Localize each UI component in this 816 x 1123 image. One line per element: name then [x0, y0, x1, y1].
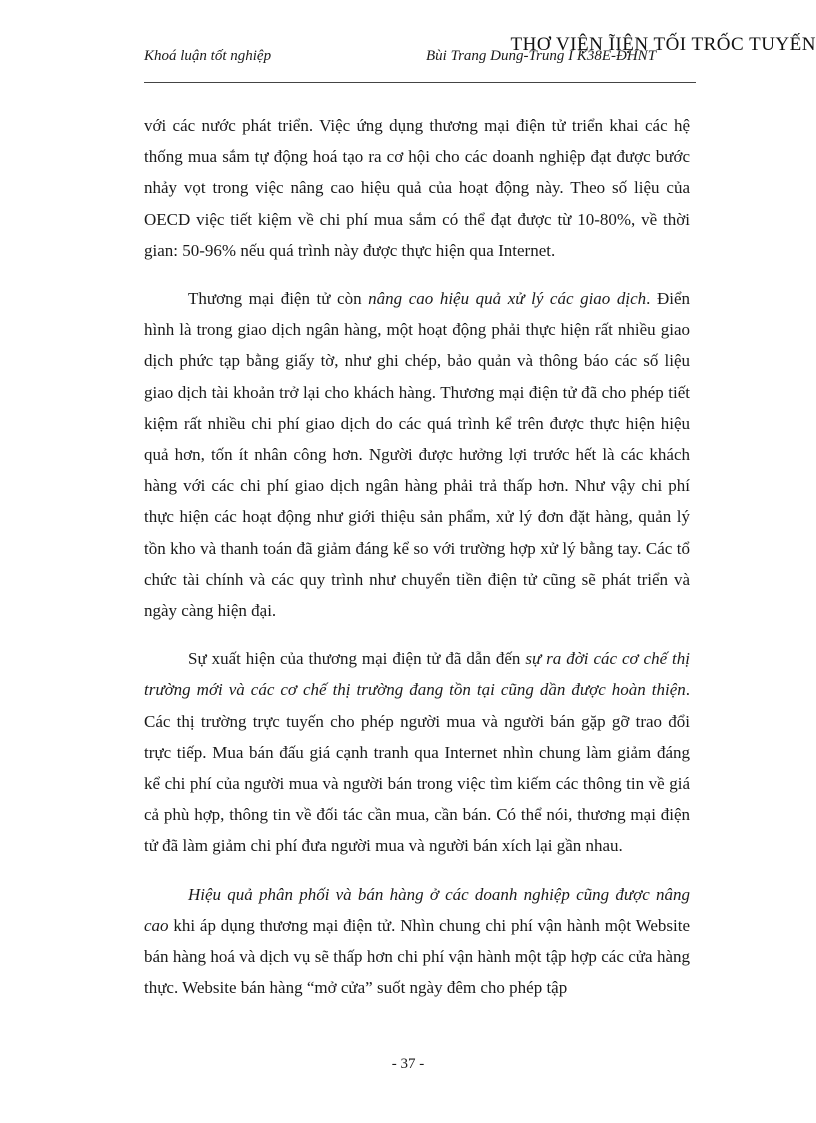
- header-author: Bùi Trang Dung-Trung I K38E-ĐHNT: [426, 48, 657, 64]
- library-watermark: THƠ VIỆN ĨIỆN TỐI TRỐC TUYẾN: [510, 34, 816, 55]
- paragraph-2-text-a: Thương mại điện tử còn: [188, 289, 369, 309]
- page-number: - 37 -: [391, 1056, 425, 1072]
- header-thesis-title: Khoá luận tốt nghiệp: [144, 48, 272, 64]
- paragraph-4-emphasis: Hiệu quả phân phối và bán hàng ở các doanh nghiệp cũng được nâng cao: [144, 884, 690, 935]
- paragraph-3-text-a: Sự xuất hiện của thương mại điện tử đã dẫn đến: [188, 649, 526, 669]
- paragraph-4-text-b: khi áp dụng thương mại điện tử. Nhìn chung chi phí vận hành một Website bán hàng hoá và dịch vụ sẽ thấp hơn chi phí vận hành một tập hợp các cửa hàng thực. Website bán hàng “mở cửa” suốt ngày đêm cho phép tập: [144, 915, 690, 998]
- paragraph-2-emphasis: nâng cao hiệu quả xử lý các giao dịch: [368, 289, 647, 309]
- paragraph-4: [144, 879, 690, 1004]
- paragraph-3: [144, 643, 690, 861]
- paragraph-2: [144, 283, 690, 626]
- paragraph-2-text-b: . Điển hình là trong giao dịch ngân hàng, một hoạt động phải thực hiện rất nhiều giao dịch phức tạp bằng giấy tờ, như ghi chép, bảo quản và thông báo các số liệu giao dịch tài khoản trở lại cho khách hàng. Thương mại điện tử đã cho phép tiết kiệm rất nhiều chi phí giao dịch do các quá trình kể trên được thực hiện hiệu quả hơn, tốn ít nhân công hơn. Người được hưởng lợi trước hết là các khách hàng với các chi phí giao dịch ngân hàng phải trả thấp hơn. Như vậy chi phí thực hiện các hoạt động như giới thiệu sản phẩm, xử lý đơn đặt hàng, quản lý tồn kho và thanh toán đã giảm đáng kể so với trường hợp xử lý bằng tay. Các tổ chức tài chính và các quy trình như chuyển tiền điện tử cũng sẽ phát triển và ngày càng hiện đại.: [144, 289, 690, 621]
- document-body: [144, 110, 690, 1020]
- paragraph-3-emphasis: sự ra đời các cơ chế thị trường mới và các cơ chế thị trường đang tồn tại cũng dần được hoàn thiện: [144, 649, 690, 700]
- header-divider: [144, 82, 696, 83]
- paragraph-1: với các nước phát triển. Việc ứng dụng thương mại điện tử triển khai các hệ thống mua sắm tự động hoá tạo ra cơ hội cho các doanh nghiệp đạt được bước nhảy vọt trong việc nâng cao hiệu quả của hoạt động này. Theo số liệu của OECD việc tiết kiệm về chi phí mua sắm có thể đạt được từ 10-80%, về thời gian: 50-96% nếu quá trình này được thực hiện qua Internet.: [144, 116, 690, 260]
- page-header: [144, 48, 696, 72]
- paragraph-3-text-b: . Các thị trường trực tuyến cho phép người mua và người bán gặp gỡ trao đổi trực tiếp. Mua bán đấu giá cạnh tranh qua Internet nhìn chung làm giảm đáng kể chi phí của người mua và người bán trong việc tìm kiếm các thông tin về giá cả phù hợp, thông tin về đối tác cần mua, cần bán. Có thể nói, thương mại điện tử đã làm giảm chi phí đưa người mua và người bán xích lại gần nhau.: [144, 680, 690, 856]
